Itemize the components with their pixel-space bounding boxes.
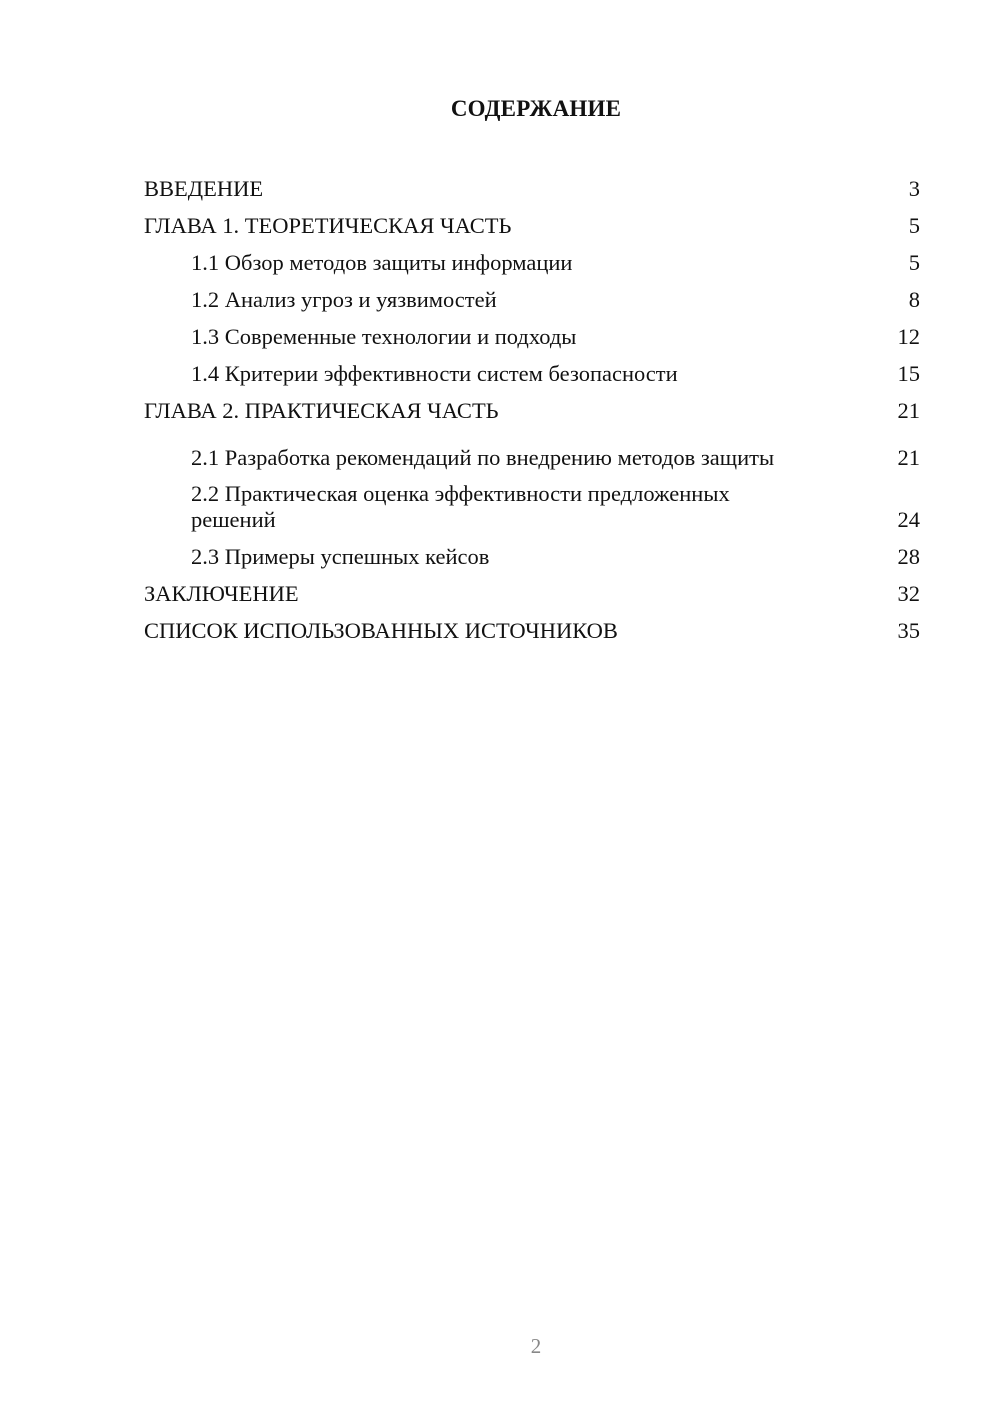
table-of-contents <box>144 170 920 649</box>
toc-entry-page: 15 <box>897 360 920 386</box>
toc-entry-section-1-3[interactable] <box>144 318 920 355</box>
toc-entry-page: 12 <box>897 323 920 349</box>
toc-entry-references[interactable] <box>144 612 920 649</box>
toc-entry-text: 2.2 Практическая оценка эффективности предложенных решений <box>191 481 730 532</box>
toc-entry-section-2-2[interactable] <box>144 476 920 538</box>
toc-entry-text: 1.2 Анализ угроз и уязвимостей <box>191 286 497 312</box>
toc-entry-page: 28 <box>897 543 920 569</box>
toc-entry-section-1-2[interactable] <box>144 281 920 318</box>
toc-entry-introduction[interactable] <box>144 170 920 207</box>
toc-entry-text: 2.3 Примеры успешных кейсов <box>191 543 490 569</box>
toc-entry-section-1-1[interactable] <box>144 244 920 281</box>
toc-entry-section-2-3[interactable] <box>144 538 920 575</box>
page-number: 2 <box>530 1334 542 1358</box>
toc-entry-page: 35 <box>897 617 920 643</box>
toc-entry-chapter-2[interactable] <box>144 392 920 429</box>
toc-entry-page: 5 <box>908 249 920 275</box>
toc-entry-text: 2.1 Разработка рекомендаций по внедрению методов защиты <box>191 445 775 470</box>
toc-entry-text: 1.1 Обзор методов защиты информации <box>191 249 573 275</box>
toc-entry-page: 3 <box>908 175 920 201</box>
toc-entry-page: 21 <box>897 397 920 423</box>
toc-entry-text: ГЛАВА 2. ПРАКТИЧЕСКАЯ ЧАСТЬ <box>144 397 499 423</box>
toc-entry-conclusion[interactable] <box>144 575 920 612</box>
toc-entry-page: 24 <box>897 507 920 532</box>
toc-entry-page: 32 <box>897 580 920 606</box>
toc-entry-page: 8 <box>908 286 920 312</box>
toc-entry-section-2-1[interactable] <box>144 429 920 476</box>
toc-entry-text: СПИСОК ИСПОЛЬЗОВАННЫХ ИСТОЧНИКОВ <box>144 617 618 643</box>
toc-title: СОДЕРЖАНИЕ <box>450 96 622 121</box>
toc-entry-text: ВВЕДЕНИЕ <box>144 175 264 201</box>
toc-entry-page: 21 <box>897 445 920 470</box>
toc-entry-page: 5 <box>908 212 920 238</box>
toc-entry-text: ЗАКЛЮЧЕНИЕ <box>144 580 299 606</box>
toc-entry-text: ГЛАВА 1. ТЕОРЕТИЧЕСКАЯ ЧАСТЬ <box>144 212 512 238</box>
toc-entry-section-1-4[interactable] <box>144 355 920 392</box>
toc-entry-text: 1.3 Современные технологии и подходы <box>191 323 577 349</box>
toc-entry-text: 1.4 Критерии эффективности систем безопасности <box>191 360 678 386</box>
toc-entry-chapter-1[interactable] <box>144 207 920 244</box>
